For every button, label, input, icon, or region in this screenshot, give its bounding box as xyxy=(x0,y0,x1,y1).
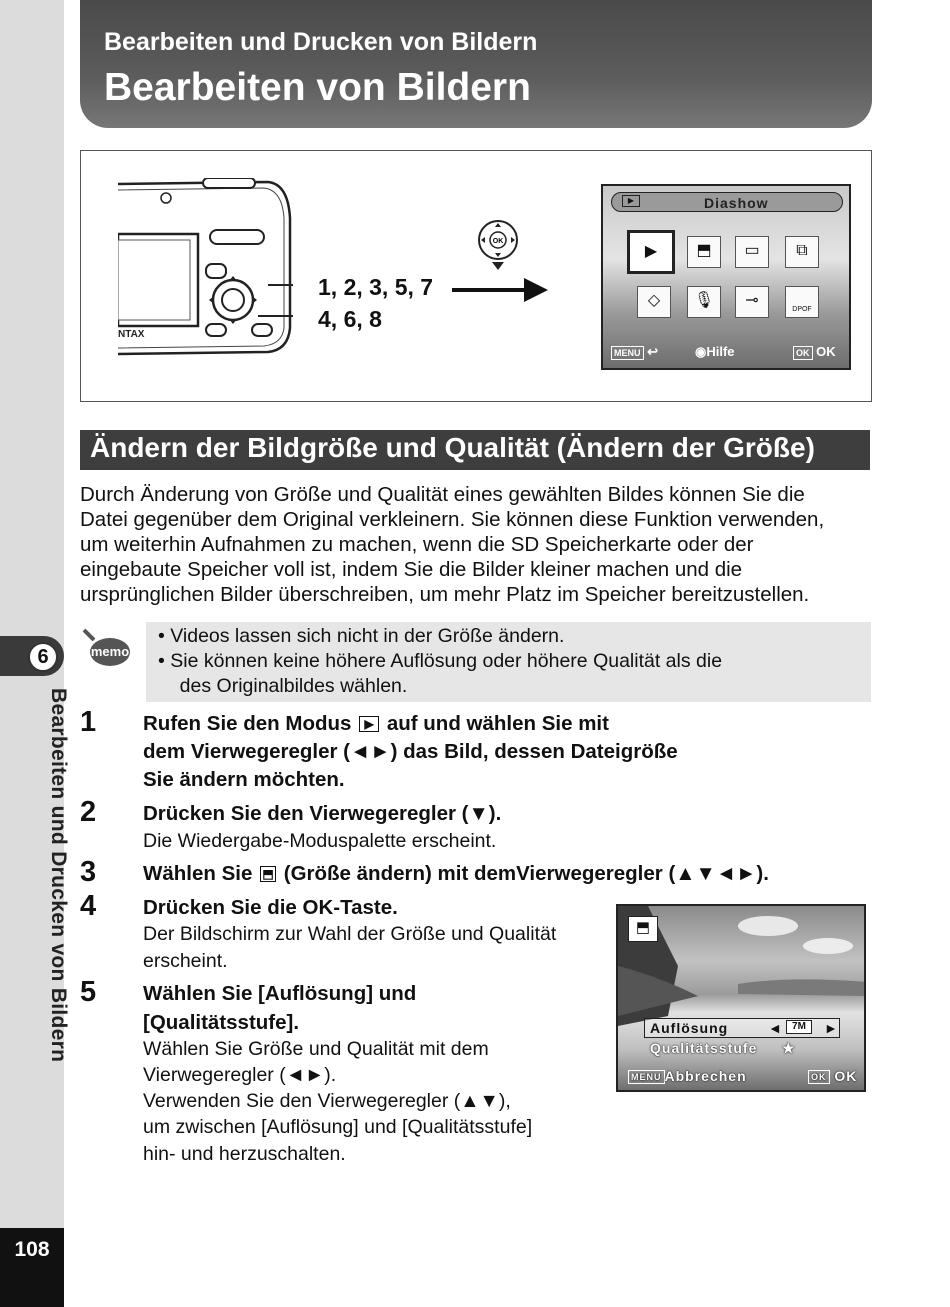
step-instruction xyxy=(143,862,769,886)
memo-line: des Originalbildes wählen. xyxy=(158,675,408,697)
step-description: Die Wiedergabe-Moduspalette erscheint. xyxy=(143,830,497,852)
step-number: 1 xyxy=(80,706,97,738)
step-description: Der Bildschirm zur Wahl der Größe und Qualität xyxy=(143,923,557,945)
ok-label: OK xyxy=(816,344,836,359)
step-description: Verwenden Sie den Vierwegeregler (▲▼), xyxy=(143,1090,511,1112)
chapter-side-title: Bearbeiten und Drucken von Bildern xyxy=(47,688,70,1063)
step-number: 4 xyxy=(80,890,97,922)
rotate-icon[interactable]: ◇ xyxy=(637,286,671,318)
step-instruction: dem Vierwegeregler (◄►) das Bild, dessen Dateigröße xyxy=(143,740,678,763)
ok-key: OK xyxy=(808,1070,830,1084)
ok-key: OK xyxy=(793,346,813,360)
memo-line: • Videos lassen sich nicht in der Größe ändern. xyxy=(158,625,565,647)
intro-line: Durch Änderung von Größe und Qualität eines gewählten Bildes können Sie die xyxy=(80,483,805,506)
dial-ok-text: OK xyxy=(492,238,504,245)
callout-steps-1: 1, 2, 3, 5, 7 xyxy=(318,274,434,300)
memo-icon-label: memo xyxy=(90,644,130,659)
step-description: hin- und herzuschalten. xyxy=(143,1143,346,1165)
cancel-label: Abbrechen xyxy=(664,1068,747,1084)
step-description: erscheint. xyxy=(143,950,228,972)
back-icon: ↩ xyxy=(647,344,659,359)
step-text: Wählen Sie xyxy=(143,862,253,885)
step-number: 5 xyxy=(80,976,97,1008)
resolution-value: 7M xyxy=(786,1020,812,1034)
chapter-number: 6 xyxy=(28,642,58,672)
intro-line: eingebaute Speicher voll ist, indem Sie die Bilder kleiner machen und die xyxy=(80,558,743,581)
step-instruction: Drücken Sie die OK-Taste. xyxy=(143,896,398,919)
step-text: auf und wählen Sie mit xyxy=(386,712,609,735)
quality-star-icon: ★ xyxy=(782,1040,796,1056)
cancel-button[interactable] xyxy=(628,1068,747,1084)
intro-line: um weiterhin Aufnahmen zu machen, wenn die SD Speicherkarte oder der xyxy=(80,533,754,556)
record-icon: ◉ xyxy=(695,344,707,359)
palette-title-bar xyxy=(611,192,843,212)
step-text: (Größe ändern) mit demVierwegeregler (▲▼◄►). xyxy=(283,862,769,885)
step-instruction: Sie ändern möchten. xyxy=(143,768,345,791)
palette-footer xyxy=(611,344,845,366)
intro-paragraph xyxy=(80,482,880,607)
left-arrow-icon[interactable]: ◄ xyxy=(768,1020,783,1036)
memo-line: • Sie können keine höhere Auflösung oder höhere Qualität als die xyxy=(158,650,723,672)
playback-icon: ▶ xyxy=(359,716,379,732)
copy-image-icon[interactable]: ⧉ xyxy=(785,236,819,268)
callout-steps-2: 4, 6, 8 xyxy=(318,306,382,332)
step-instruction: [Qualitätsstufe]. xyxy=(143,1011,300,1034)
menu-key: MENU xyxy=(628,1070,665,1084)
dpof-icon[interactable] xyxy=(785,286,819,318)
step-instruction: Drücken Sie den Vierwegeregler (▼). xyxy=(143,802,502,825)
page-number: 108 xyxy=(14,1238,50,1261)
resize-icon[interactable]: ⬒ xyxy=(687,236,721,268)
trimming-icon[interactable]: ▭ xyxy=(735,236,769,268)
step-number: 2 xyxy=(80,796,97,828)
step-text: Rufen Sie den Modus xyxy=(143,712,352,735)
header-subtitle: Bearbeiten und Drucken von Bildern xyxy=(104,28,538,56)
step-description: Vierwegeregler (◄►). xyxy=(143,1064,337,1086)
right-arrow-icon[interactable]: ► xyxy=(824,1020,839,1036)
step-description: um zwischen [Auflösung] und [Qualitätsstufe] xyxy=(143,1116,533,1138)
right-arrow-icon xyxy=(452,276,548,304)
menu-key: MENU xyxy=(611,346,644,360)
intro-line: ursprünglichen Bilder überschreiben, um mehr Platz im Speicher bereitzustellen. xyxy=(80,583,810,606)
palette-title: Diashow xyxy=(704,195,769,211)
ok-button[interactable] xyxy=(808,1068,857,1084)
resize-settings-screen xyxy=(616,904,866,1092)
ok-label: OK xyxy=(834,1068,858,1084)
page-title: Bearbeiten von Bildern xyxy=(104,66,531,109)
intro-line: Datei gegenüber dem Original verkleinern. Sie können diese Funktion verwenden, xyxy=(80,508,825,531)
voice-memo-icon[interactable]: 🎙 xyxy=(687,286,721,318)
quality-label[interactable]: Qualitätsstufe xyxy=(650,1040,758,1056)
camera-brand-text: NTAX xyxy=(118,329,145,340)
resolution-label: Auflösung xyxy=(650,1020,729,1036)
resize-mode-icon: ⬒ xyxy=(628,916,658,942)
protect-icon[interactable]: ⊸ xyxy=(735,286,769,318)
dpof-label: DPOF xyxy=(792,306,812,313)
section-heading: Ändern der Bildgröße und Qualität (Ändern der Größe) xyxy=(90,432,815,463)
step-instruction xyxy=(143,712,609,736)
four-way-controller-icon xyxy=(476,220,520,272)
camera-illustration xyxy=(118,178,293,358)
step-instruction: Wählen Sie [Auflösung] und xyxy=(143,982,417,1005)
slideshow-icon[interactable]: ▶ xyxy=(627,230,675,274)
step-description: Wählen Sie Größe und Qualität mit dem xyxy=(143,1038,489,1060)
step-number: 3 xyxy=(80,856,97,888)
playback-mode-icon: ▶ xyxy=(622,195,640,207)
memo-icon xyxy=(80,626,132,672)
playback-palette-screen xyxy=(601,184,851,370)
resize-icon: ⬒ xyxy=(260,866,276,882)
help-label: Hilfe xyxy=(706,344,735,359)
